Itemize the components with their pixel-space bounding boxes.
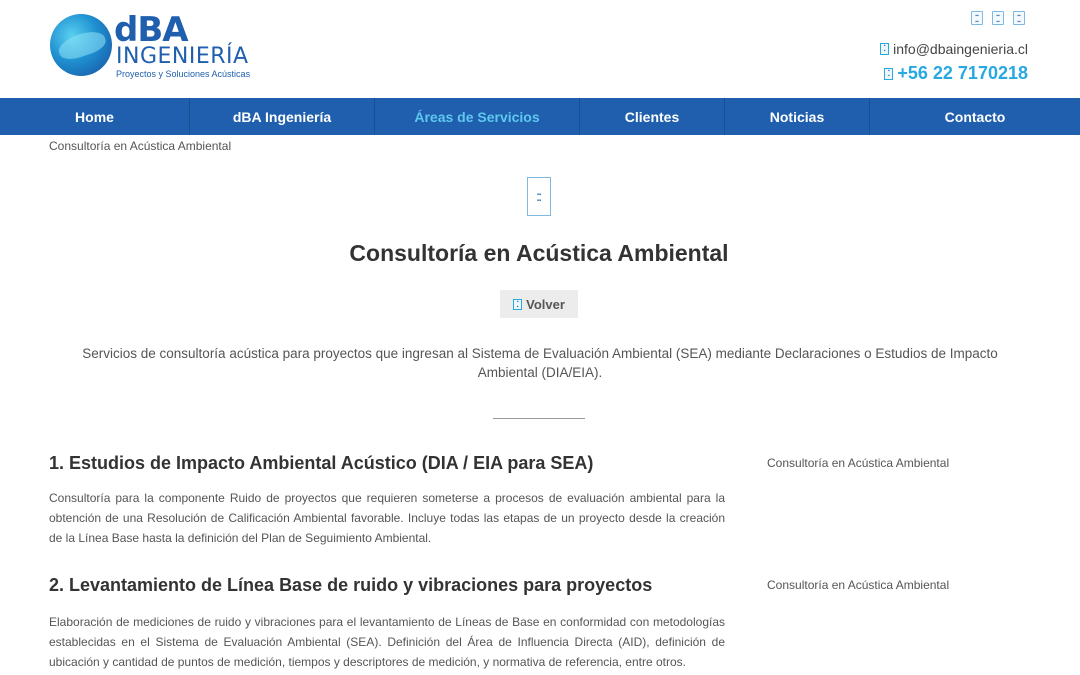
nav-item-noticias[interactable]: Noticias	[725, 98, 870, 135]
section-body-1: Consultoría para la componente Ruido de proyectos que requieren someterse a procesos de evaluación ambiental para la obtención de una Resolución de Calificación Ambiental favorable. Incluye todas las etapas de un proyecto desde la creación de la Línea Base hasta la definición del Plan de Seguimiento Ambiental.	[49, 491, 725, 545]
nav-item-clientes[interactable]: Clientes	[580, 98, 725, 135]
phone-text[interactable]: +56 22 7170218	[897, 63, 1028, 83]
side-link-1[interactable]: Consultoría en Acústica Ambiental	[767, 456, 950, 470]
side-link-2[interactable]: Consultoría en Acústica Ambiental	[767, 578, 950, 592]
phone-icon: ▪ ▪	[884, 68, 893, 80]
page-title: Consultoría en Acústica Ambiental	[349, 240, 729, 266]
back-button[interactable]	[500, 290, 578, 318]
divider	[493, 418, 585, 419]
contact-email[interactable]	[880, 41, 1028, 57]
nav-item-home[interactable]: Home	[0, 98, 190, 135]
nav-item-areas-de-servicios[interactable]: Áreas de Servicios	[375, 98, 580, 135]
section-title-2: 2. Levantamiento de Línea Base de ruido y vibraciones para proyectos	[49, 575, 653, 595]
section-body-2: Elaboración de mediciones de ruido y vibraciones para el levantamiento de Líneas de Base en conformidad con metodologías establecidas en el Sistema de Evaluación Ambiental (SEA). Definición del Área de Influencia Directa (AID), definición de ubicación y cantidad de puntos de medición, tiempos y descriptores de medición, y normativa de referencia, entre otros.	[49, 615, 725, 669]
site-header	[0, 0, 1080, 98]
logo-brand: dBA	[114, 10, 188, 50]
broken-image-icon: ▪▪ ▪▪	[527, 177, 551, 216]
logo-tagline: Proyectos y Soluciones Acústicas	[116, 69, 251, 79]
email-text[interactable]: info@dbaingenieria.cl	[893, 41, 1028, 57]
social-links	[971, 11, 1025, 25]
email-icon: ▪ ▪	[880, 43, 889, 55]
logo-name: INGENIERÍA	[116, 44, 249, 69]
social-icon-3[interactable]: ▪▪ ▪▪	[1013, 11, 1025, 25]
logo-emblem-icon	[50, 14, 112, 76]
back-arrow-icon: ▪ ▪	[513, 299, 522, 310]
intro-text: Servicios de consultoría acústica para proyectos que ingresan al Sistema de Evaluación Ambiental (SEA) mediante Declaraciones o Estudios de Impacto Ambiental (DIA/EIA).	[82, 346, 998, 380]
section-title-1: 1. Estudios de Impacto Ambiental Acústico (DIA / EIA para SEA)	[49, 453, 594, 473]
nav-item-contacto[interactable]: Contacto	[944, 108, 1006, 125]
breadcrumb: Consultoría en Acústica Ambiental	[49, 139, 232, 153]
nav-item-dba-ingenieria[interactable]: dBA Ingeniería	[190, 98, 375, 135]
main-nav	[0, 98, 1080, 135]
contact-phone[interactable]	[884, 63, 1028, 84]
back-button-label: Volver	[526, 296, 565, 312]
social-icon-2[interactable]: ▪▪ ▪▪	[992, 11, 1004, 25]
social-icon-1[interactable]: ▪▪ ▪▪	[971, 11, 983, 25]
site-logo[interactable]	[50, 10, 251, 82]
